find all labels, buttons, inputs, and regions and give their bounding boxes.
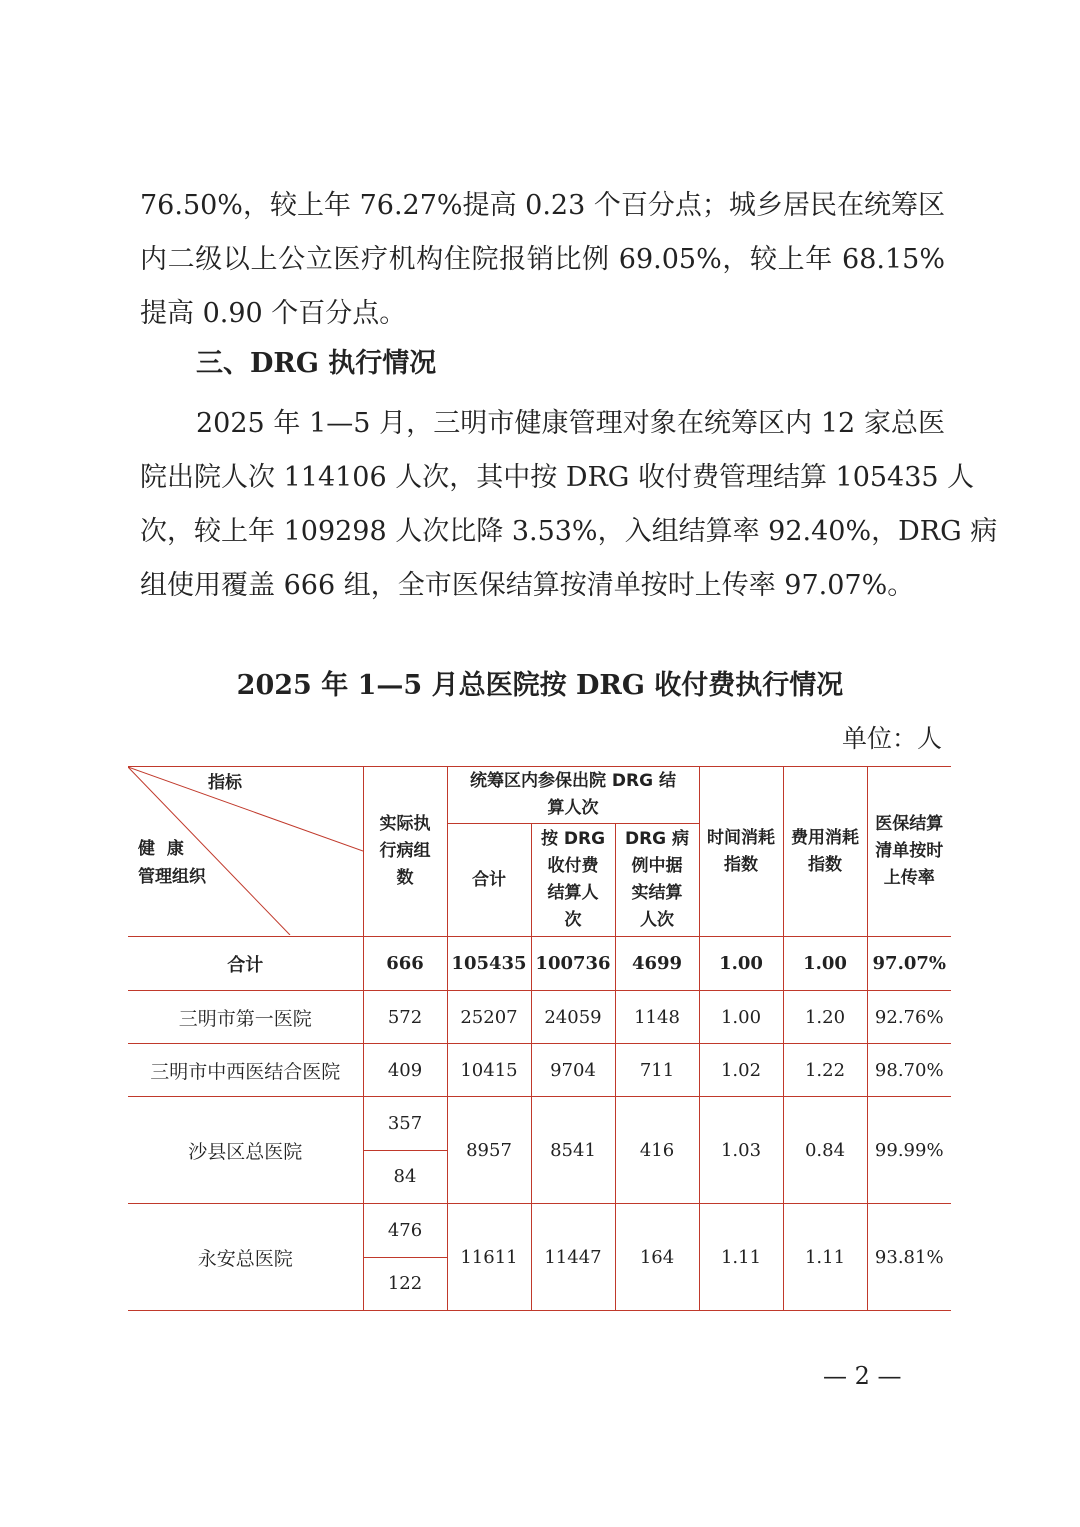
cell-groups-split xyxy=(363,1097,447,1204)
header-cost-index: 费用消耗 指数 xyxy=(783,767,867,937)
table-row-total xyxy=(128,937,951,991)
cell-name: 沙县区总医院 xyxy=(128,1097,363,1204)
diagonal-header-cell xyxy=(128,767,363,937)
cell-name: 合计 xyxy=(128,937,363,991)
cell-total: 105435 xyxy=(447,937,531,991)
cell-time: 1.00 xyxy=(699,937,783,991)
cell-upload: 98.70% xyxy=(867,1044,951,1097)
cell-groups-a: 357 xyxy=(364,1097,447,1151)
text-line: 2025 年 1—5 月，三明市健康管理对象在统筹区内 12 家总医 xyxy=(196,408,945,439)
diag-label-indicator: 指标 xyxy=(208,773,242,793)
page-number: — 2 — xyxy=(823,1362,902,1390)
cell-total: 25207 xyxy=(447,991,531,1044)
text-line: 内二级以上公立医疗机构住院报销比例 69.05%，较上年 68.15% xyxy=(140,244,945,275)
cell-total: 11611 xyxy=(447,1204,531,1311)
cell-total: 8957 xyxy=(447,1097,531,1204)
diag-label-org-line1: 健 康 xyxy=(138,839,184,859)
cell-upload: 93.81% xyxy=(867,1204,951,1311)
table-row xyxy=(128,1044,951,1097)
cell-upload: 92.76% xyxy=(867,991,951,1044)
table-row xyxy=(128,1097,951,1204)
cell-upload: 99.99% xyxy=(867,1097,951,1204)
cell-groups: 572 xyxy=(363,991,447,1044)
drg-table xyxy=(128,766,951,1311)
header-settlement-group: 统筹区内参保出院 DRG 结 算人次 xyxy=(447,767,699,824)
cell-upload: 97.07% xyxy=(867,937,951,991)
text-line: 组使用覆盖 666 组，全市医保结算按清单按时上传率 97.07%。 xyxy=(140,570,915,601)
text-line: 院出院人次 114106 人次，其中按 DRG 收付费管理结算 105435 人 xyxy=(140,462,975,493)
header-time-index: 时间消耗 指数 xyxy=(699,767,783,937)
cell-actual: 4699 xyxy=(615,937,699,991)
cell-drg: 100736 xyxy=(531,937,615,991)
cell-groups-b: 122 xyxy=(387,1273,423,1295)
text-line: 次，较上年 109298 人次比降 3.53%，入组结算率 92.40%，DRG 病 xyxy=(140,516,998,547)
table-header-row xyxy=(128,767,951,824)
cell-actual: 711 xyxy=(615,1044,699,1097)
cell-time: 1.11 xyxy=(699,1204,783,1311)
cell-name: 永安总医院 xyxy=(128,1204,363,1311)
table-row xyxy=(128,1204,951,1311)
header-total: 合计 xyxy=(447,824,531,937)
cell-time: 1.00 xyxy=(699,991,783,1044)
cell-name: 三明市中西医结合医院 xyxy=(128,1044,363,1097)
cell-groups: 409 xyxy=(363,1044,447,1097)
cell-cost: 0.84 xyxy=(783,1097,867,1204)
cell-groups-b: 84 xyxy=(393,1166,417,1188)
text-line: 76.50%，较上年 76.27%提高 0.23 个百分点；城乡居民在统筹区 xyxy=(140,190,945,221)
cell-actual: 416 xyxy=(615,1097,699,1204)
cell-groups-a: 476 xyxy=(364,1204,447,1258)
cell-actual: 1148 xyxy=(615,991,699,1044)
header-upload-rate: 医保结算 清单按时 上传率 xyxy=(867,767,951,937)
cell-total: 10415 xyxy=(447,1044,531,1097)
cell-cost: 1.22 xyxy=(783,1044,867,1097)
section-heading: 三、DRG 执行情况 xyxy=(196,348,437,379)
table-row xyxy=(128,991,951,1044)
cell-time: 1.03 xyxy=(699,1097,783,1204)
cell-cost: 1.11 xyxy=(783,1204,867,1311)
header-actual-settled: DRG 病 例中据 实结算 人次 xyxy=(615,824,699,937)
cell-time: 1.02 xyxy=(699,1044,783,1097)
header-groups: 实际执 行病组 数 xyxy=(363,767,447,937)
paragraph-reimbursement xyxy=(140,179,945,341)
diag-label-org xyxy=(138,835,206,891)
cell-cost: 1.00 xyxy=(783,937,867,991)
unit-label: 单位：人 xyxy=(841,724,942,753)
text-line: 提高 0.90 个百分点。 xyxy=(140,298,407,329)
diag-label-org-line2: 管理组织 xyxy=(138,867,206,887)
cell-groups-split xyxy=(363,1204,447,1311)
cell-drg: 24059 xyxy=(531,991,615,1044)
header-drg-settled: 按 DRG 收付费 结算人 次 xyxy=(531,824,615,937)
cell-drg: 8541 xyxy=(531,1097,615,1204)
table-title: 2025 年 1—5 月总医院按 DRG 收付费执行情况 xyxy=(236,670,844,701)
cell-cost: 1.20 xyxy=(783,991,867,1044)
cell-actual: 164 xyxy=(615,1204,699,1311)
cell-name: 三明市第一医院 xyxy=(128,991,363,1044)
paragraph-drg xyxy=(140,397,998,613)
cell-groups: 666 xyxy=(363,937,447,991)
cell-drg: 11447 xyxy=(531,1204,615,1311)
cell-drg: 9704 xyxy=(531,1044,615,1097)
